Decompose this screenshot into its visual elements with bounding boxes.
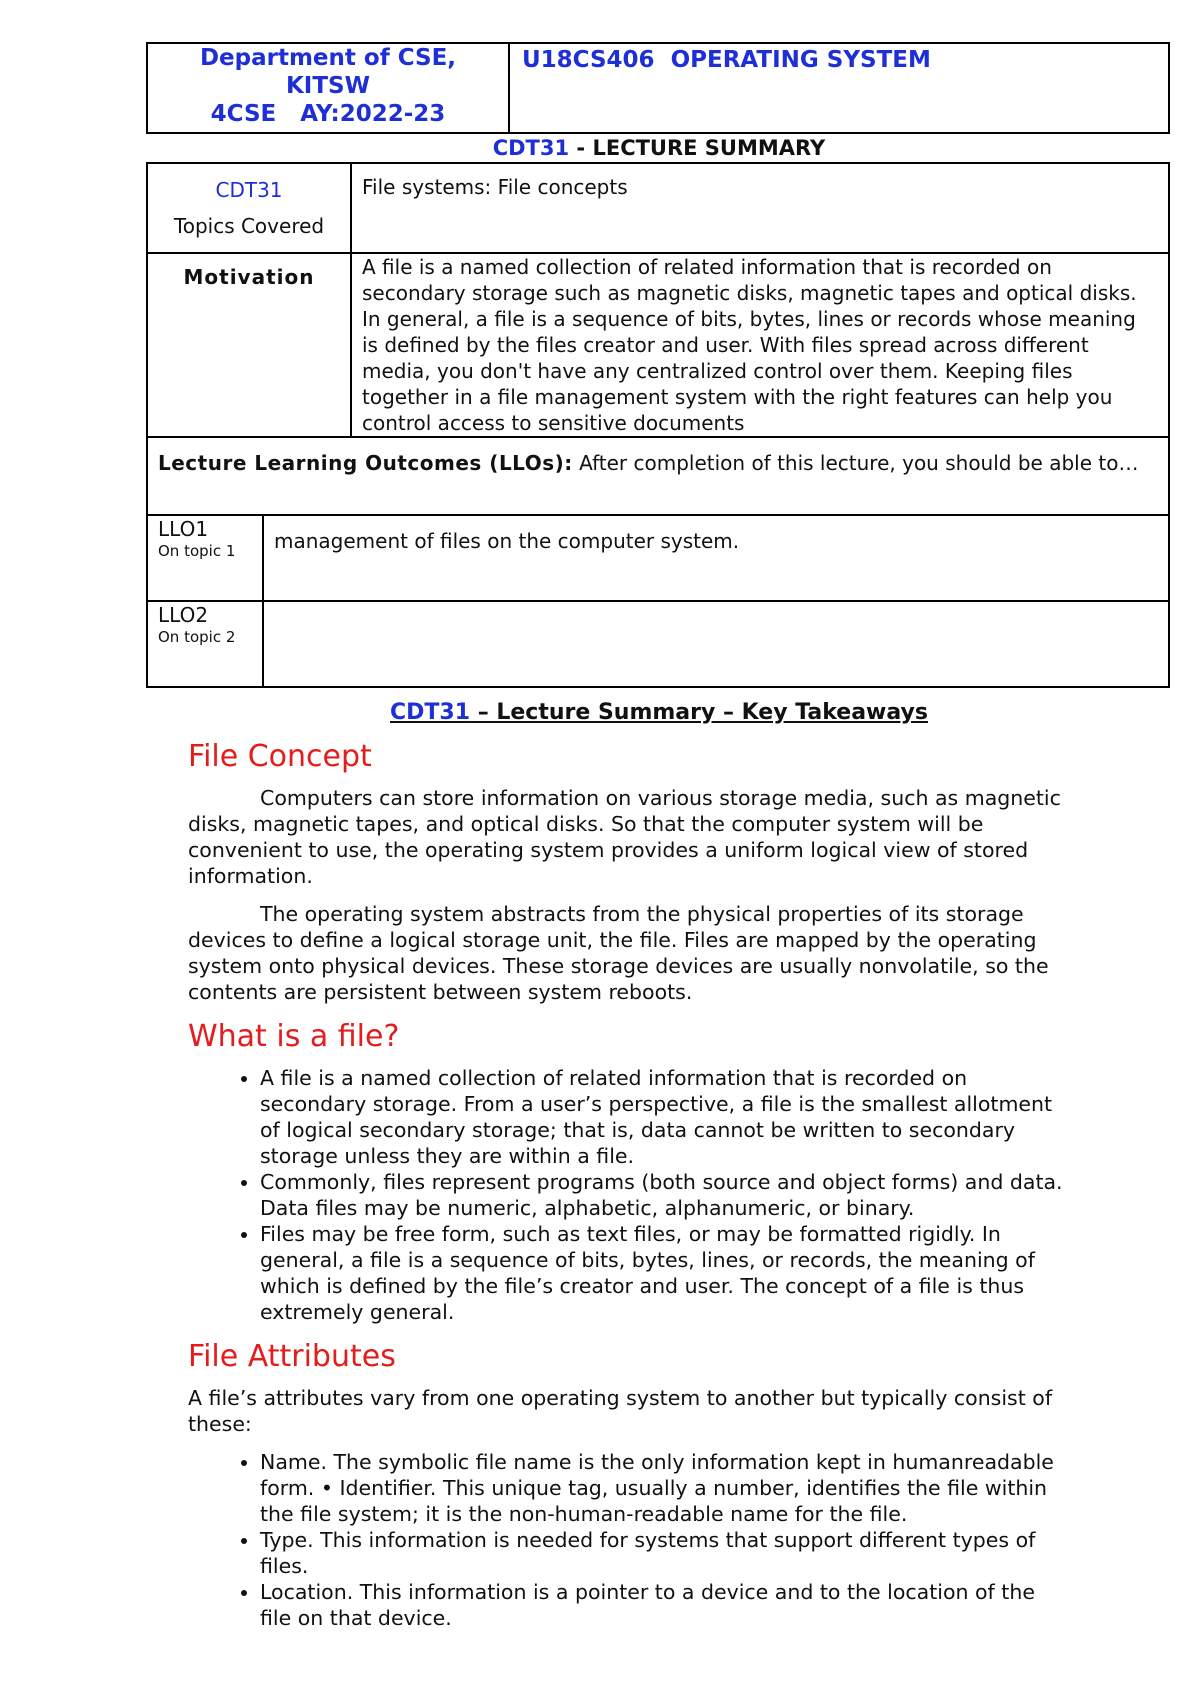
llo-intro-text: After completion of this lecture, you should be able to… <box>572 451 1139 475</box>
document-page <box>146 0 1172 1637</box>
key-takeaways-code: CDT31 <box>390 700 471 725</box>
llo-text: management of files on the computer system. <box>263 515 1169 601</box>
llo-id-cell <box>147 515 263 601</box>
llo-text <box>263 601 1169 687</box>
llo-row <box>147 515 1169 601</box>
list-item: • Files may be free form, such as text files, or may be formatted rigidly. In general, a file is a sequence of bits, bytes, lines, or records, the meaning of which is defined by the file’s creator and user. The concept of a file is thus extremely general. <box>260 1221 1068 1325</box>
motivation-text: A file is a named collection of related information that is recorded on secondary storage such as magnetic disks, magnetic tapes and optical disks. In general, a file is a sequence of bits, bytes, lines or records whose meaning is defined by the files creator and user. With files spread across different media, you don't have any centralized control over them. Keeping files together in a file management system with the right features can help you control access to sensitive documents <box>351 253 1169 437</box>
key-takeaways-title <box>146 700 1172 725</box>
llo-id: LLO2 <box>158 603 209 627</box>
list-item: • A file is a named collection of related information that is recorded on secondary storage. From a user’s perspective, a file is the smallest allotment of logical secondary storage; that is, data cannot be written to secondary storage unless they are within a file. <box>260 1065 1068 1169</box>
header-table <box>146 42 1170 134</box>
list-item: • Location. This information is a pointer to a device and to the location of the file on that device. <box>260 1579 1068 1631</box>
topics-label-cell <box>147 163 351 253</box>
course-title: U18CS406 OPERATING SYSTEM <box>522 47 931 73</box>
list-item: • Commonly, files represent programs (both source and object forms) and data. Data files may be numeric, alphabetic, alphanumeric, or binary. <box>260 1169 1068 1221</box>
topics-text: File systems: File concepts <box>351 163 1169 253</box>
llo-topic: On topic 2 <box>158 628 236 646</box>
bullet-list <box>188 1065 1068 1325</box>
motivation-label: Motivation <box>147 253 351 437</box>
llo-id: LLO1 <box>158 517 209 541</box>
list-item: • Type. This information is needed for systems that support different types of files. <box>260 1527 1068 1579</box>
section-heading-file-concept: File Concept <box>188 739 372 774</box>
llo-id-cell <box>147 601 263 687</box>
department-cell <box>147 43 509 133</box>
llo-row <box>147 601 1169 687</box>
class-year: 4CSE AY:2022-23 <box>210 101 446 127</box>
summary-label: - LECTURE SUMMARY <box>569 136 826 160</box>
paragraph: The operating system abstracts from the physical properties of its storage devices to define a logical storage unit, the file. Files are mapped by the operating system onto physical devices. These storage devices are usually nonvolatile, so the contents are persistent between system reboots. <box>188 902 1049 1004</box>
department-name: Department of CSE, <box>199 45 457 71</box>
section-heading-what-is-a-file: What is a file? <box>188 1019 400 1054</box>
llo-table <box>146 514 1170 688</box>
bullet-list <box>188 1449 1068 1631</box>
list-item: • Name. The symbolic file name is the only information kept in humanreadable form. • Identifier. This unique tag, usually a number, identifies the file within the file system; it is the non-human-readable name for the file. <box>260 1449 1068 1527</box>
course-cell <box>509 43 1169 133</box>
key-takeaways-label: – Lecture Summary – Key Takeaways <box>470 700 928 725</box>
topics-covered-label: Topics Covered <box>173 214 325 238</box>
paragraph: A file’s attributes vary from one operating system to another but typically consist of these: <box>188 1386 1053 1436</box>
llo-topic: On topic 1 <box>158 542 236 560</box>
summary-body <box>188 739 1068 1631</box>
paragraph: Computers can store information on various storage media, such as magnetic disks, magnetic tapes, and optical disks. So that the computer system will be convenient to use, the operating system provides a uniform logical view of stored information. <box>188 786 1061 888</box>
section-heading-file-attributes: File Attributes <box>188 1339 396 1374</box>
llo-label: Lecture Learning Outcomes (LLOs): <box>158 451 573 475</box>
lecture-summary-title <box>146 134 1172 162</box>
institute-name: KITSW <box>285 73 370 99</box>
topics-code: CDT31 <box>215 178 283 202</box>
summary-code: CDT31 <box>492 136 570 160</box>
llo-intro-cell <box>147 437 1169 515</box>
lecture-summary-table <box>146 162 1170 516</box>
